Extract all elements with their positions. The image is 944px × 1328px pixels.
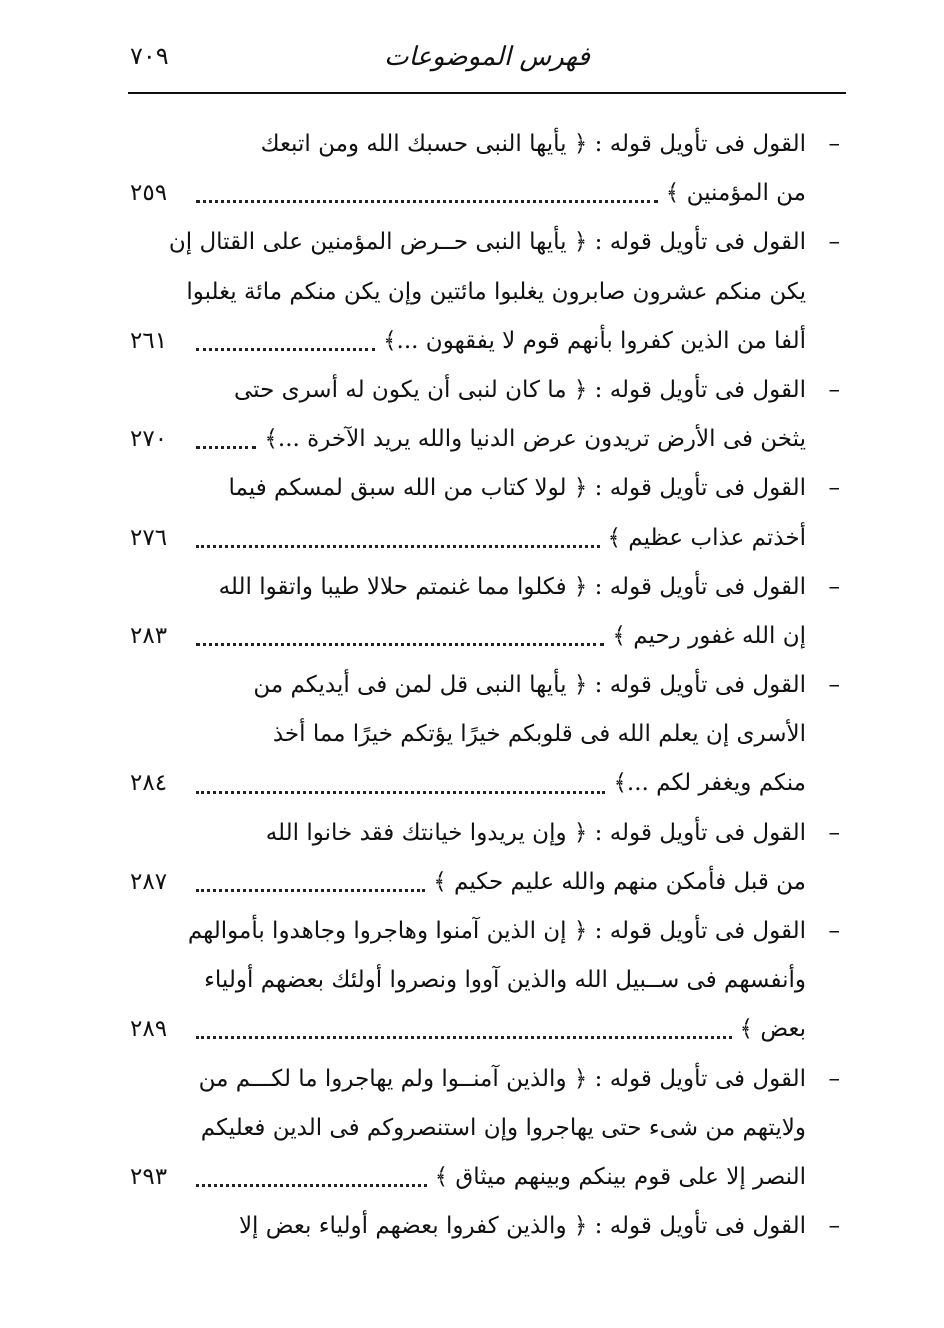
entry-dash: – — [828, 475, 840, 502]
toc-entry — [130, 907, 840, 1055]
entry-text: القول فى تأويل قوله : ﴿ والذين آمنــوا ولم يهاجروا ما لكـــم من — [198, 1065, 806, 1092]
entry-page-number: ٢٨٤ — [130, 770, 168, 797]
entry-dash: – — [828, 376, 840, 403]
toc-entry — [130, 661, 840, 809]
entry-text: القول فى تأويل قوله : ﴿ ما كان لنبى أن يكون له أسرى حتى — [233, 376, 806, 403]
toc-entry — [130, 1055, 840, 1203]
dot-leader — [196, 889, 425, 892]
toc-line — [130, 514, 840, 563]
table-of-contents — [130, 120, 840, 1251]
entry-page-number: ٢٦١ — [130, 327, 168, 354]
page-header — [128, 36, 846, 92]
toc-line — [130, 907, 840, 956]
dot-leader — [196, 200, 658, 203]
toc-line — [130, 858, 840, 907]
toc-entry — [130, 1202, 840, 1251]
dot-leader — [196, 791, 605, 794]
entry-dash: – — [828, 918, 840, 944]
toc-line — [130, 1153, 840, 1202]
entry-text: أخذتم عذاب عظيم ﴾ — [607, 524, 806, 551]
entry-text: ألفا من الذين كفروا بأنهم قوم لا يفقهون ...﴾ — [383, 327, 806, 354]
entry-page-number: ٢٧٠ — [130, 426, 168, 453]
toc-line — [130, 464, 840, 513]
entry-text: إن الله غفور رحيم ﴾ — [612, 622, 806, 649]
dot-leader — [196, 545, 600, 548]
entry-page-number: ٢٧٦ — [130, 524, 168, 551]
toc-line — [130, 563, 840, 612]
entry-page-number: ٢٩٣ — [130, 1163, 168, 1190]
entry-page-number: ٢٥٩ — [130, 180, 168, 207]
toc-line — [130, 169, 840, 218]
entry-text: ولايتهم من شىء حتى يهاجروا وإن استنصروكم فى الدين فعليكم — [200, 1114, 806, 1141]
toc-line — [130, 268, 840, 317]
entry-page-number: ٢٨٣ — [130, 622, 168, 649]
toc-line — [130, 759, 840, 808]
entry-text: القول فى تأويل قوله : ﴿ يأيها النبى حــرض المؤمنين على القتال إن — [168, 229, 806, 256]
entry-text: القول فى تأويل قوله : ﴿ والذين كفروا بعضهم أولياء بعض إلا — [238, 1213, 806, 1240]
entry-page-number: ٢٨٧ — [130, 868, 168, 895]
toc-entry — [130, 809, 840, 907]
page-title: فهرس الموضوعات — [384, 42, 590, 72]
toc-line — [130, 317, 840, 366]
toc-entry — [130, 563, 840, 661]
toc-entry — [130, 464, 840, 562]
toc-entry — [130, 120, 840, 218]
entry-dash: – — [828, 131, 840, 157]
entry-text: القول فى تأويل قوله : ﴿ يأيها النبى قل لمن فى أيديكم من — [253, 672, 806, 699]
toc-line — [130, 1202, 840, 1251]
entry-dash: – — [828, 672, 840, 699]
toc-line — [130, 366, 840, 415]
toc-line — [130, 956, 840, 1005]
entry-dash: – — [828, 1213, 840, 1240]
toc-line — [130, 218, 840, 267]
toc-line — [130, 1005, 840, 1054]
entry-text: القول فى تأويل قوله : ﴿ فكلوا مما غنمتم حلالا طيبا واتقوا الله — [218, 573, 806, 600]
dot-leader — [196, 348, 375, 351]
toc-line — [130, 1055, 840, 1104]
toc-line — [130, 120, 840, 169]
entry-dash: – — [828, 229, 840, 256]
dot-leader — [196, 1036, 732, 1039]
entry-text: القول فى تأويل قوله : ﴿ لولا كتاب من الله سبق لمسكم فيما — [228, 475, 806, 502]
toc-line — [130, 809, 840, 858]
toc-line — [130, 612, 840, 661]
toc-entry — [130, 366, 840, 464]
entry-dash: – — [828, 819, 840, 846]
header-divider — [128, 92, 846, 94]
page-number: ٧٠٩ — [130, 42, 169, 70]
dot-leader — [196, 1184, 427, 1187]
entry-page-number: ٢٨٩ — [130, 1016, 168, 1043]
entry-text: من المؤمنين ﴾ — [665, 180, 806, 207]
entry-text: منكم ويغفر لكم ...﴾ — [613, 770, 806, 797]
entry-text: القول فى تأويل قوله : ﴿ وإن يريدوا خيانتك فقد خانوا الله — [265, 819, 806, 846]
entry-dash: – — [828, 573, 840, 600]
toc-line — [130, 415, 840, 464]
toc-entry — [130, 218, 840, 366]
entry-text: النصر إلا على قوم بينكم وبينهم ميثاق ﴾ — [434, 1163, 806, 1190]
entry-text: يكن منكم عشرون صابرون يغلبوا مائتين وإن يكن منكم مائة يغلبوا — [186, 278, 806, 305]
entry-dash: – — [828, 1065, 840, 1092]
toc-line — [130, 710, 840, 759]
dot-leader — [196, 446, 256, 449]
toc-line — [130, 1104, 840, 1153]
entry-text: بعض ﴾ — [739, 1016, 806, 1043]
entry-text: القول فى تأويل قوله : ﴿ يأيها النبى حسبك الله ومن اتبعك — [260, 131, 806, 157]
entry-text: من قبل فأمكن منهم والله عليم حكيم ﴾ — [433, 868, 806, 895]
entry-text: الأسرى إن يعلم الله فى قلوبكم خيرًا يؤتكم خيرًا مما أخذ — [272, 721, 806, 748]
toc-line — [130, 661, 840, 710]
entry-text: يثخن فى الأرض تريدون عرض الدنيا والله يريد الآخرة ...﴾ — [264, 426, 806, 453]
entry-text: وأنفسهم فى ســبيل الله والذين آووا ونصروا أولئك بعضهم أولياء — [204, 967, 806, 994]
entry-text: القول فى تأويل قوله : ﴿ إن الذين آمنوا وهاجروا وجاهدوا بأموالهم — [187, 918, 806, 944]
dot-leader — [196, 643, 604, 646]
